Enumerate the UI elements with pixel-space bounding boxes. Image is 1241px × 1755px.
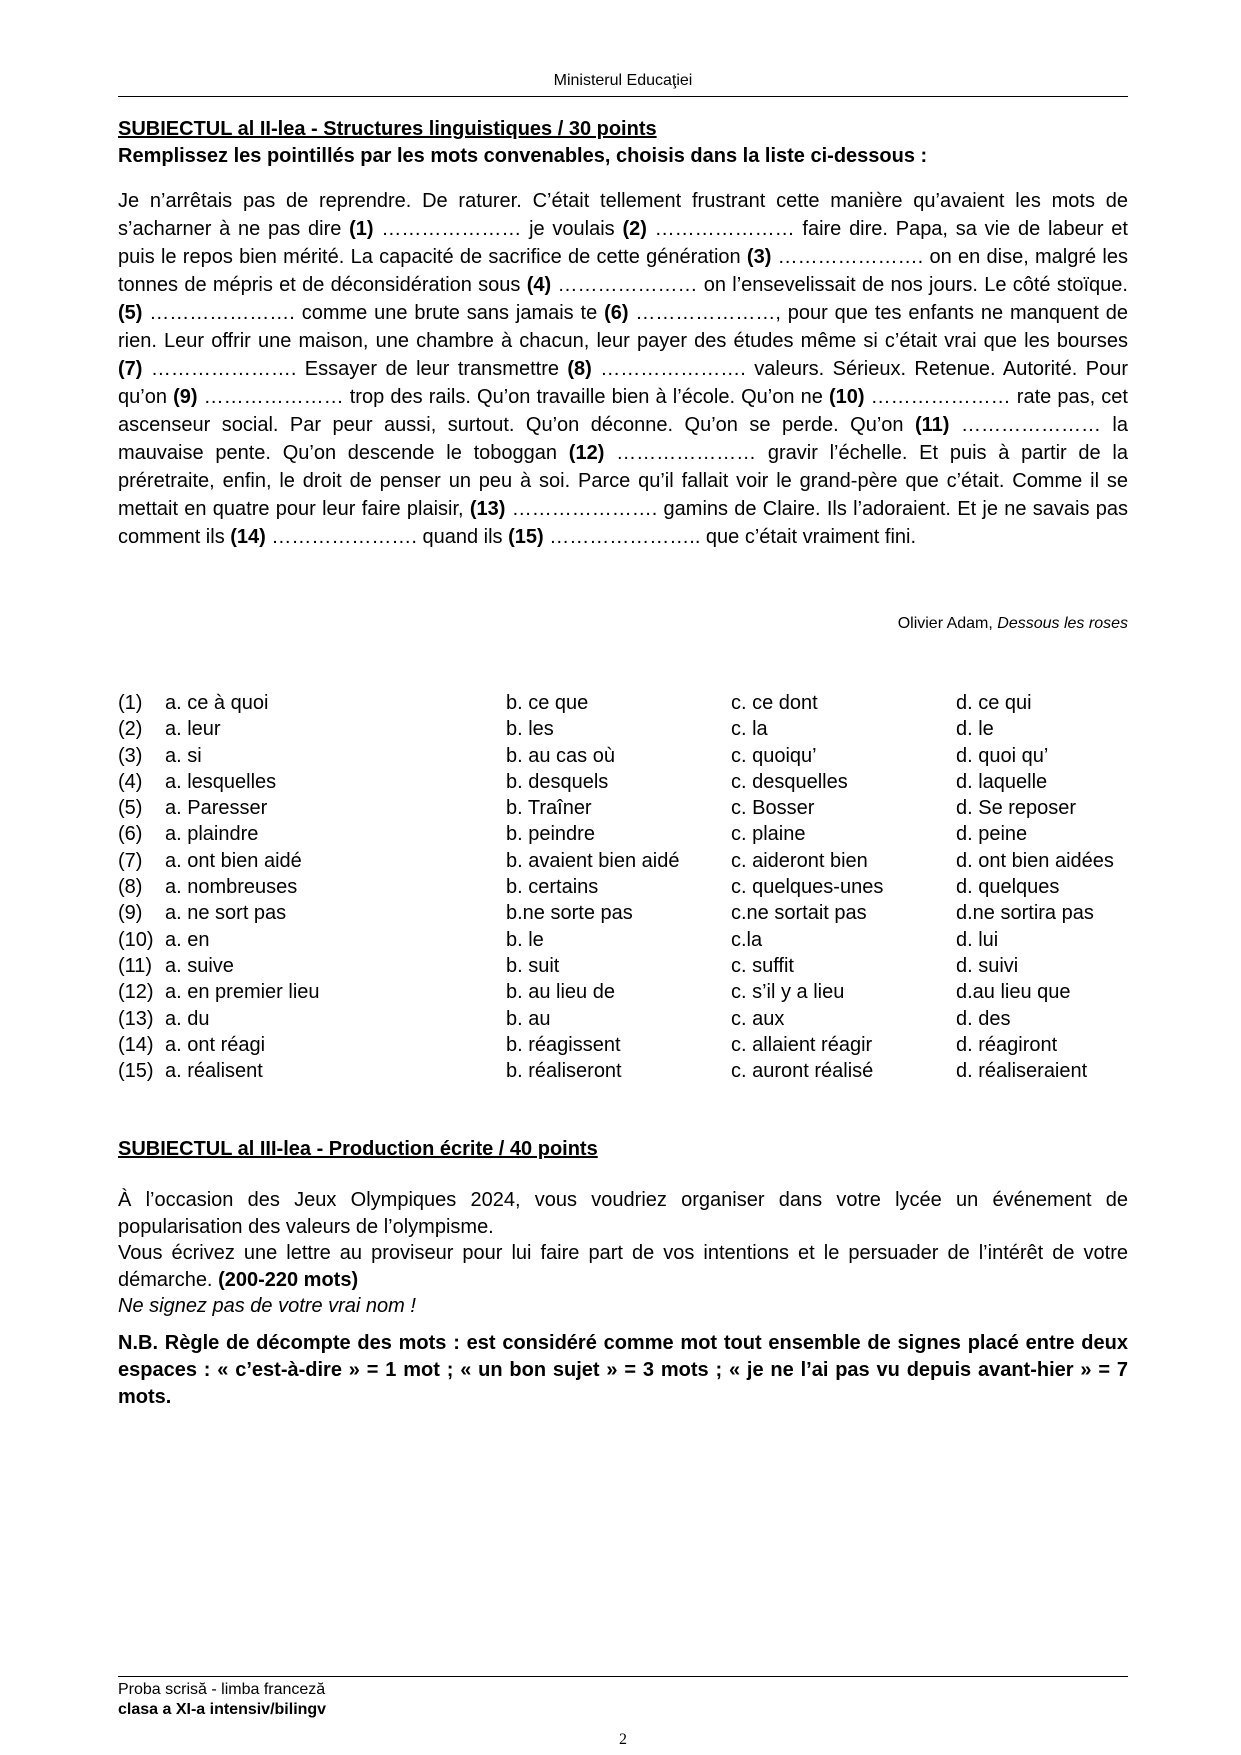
option-b: b. ce que — [506, 692, 589, 714]
option-d: d. réagiront — [956, 1033, 1058, 1056]
option-a: a. réalisent — [165, 1060, 263, 1083]
option-d: d. quelques — [956, 876, 1060, 899]
text-segment: ………………….. que c’était vraiment fini. — [543, 526, 917, 548]
option-number: (12) — [118, 981, 154, 1004]
option-b: b. suit — [506, 954, 560, 977]
option-a: a. suive — [165, 954, 234, 977]
option-row — [118, 900, 1138, 926]
option-c: c. suffit — [731, 954, 794, 977]
option-c: c.ne sortait pas — [731, 902, 867, 925]
answer-options-table — [118, 690, 1138, 1084]
header-divider — [118, 96, 1128, 97]
option-c: c. allaient réagir — [731, 1033, 873, 1056]
text-segment: Je n’arrêtais pas de reprendre. De raturer. C’était tellement frustrant cette manière qu’avaient les mots de s’acharner à ne pas dire — [118, 190, 1128, 240]
section3-para2 — [118, 1240, 1128, 1293]
option-c: c. quoiqu’ — [731, 744, 817, 767]
blank-number: (8) — [567, 358, 592, 380]
option-c: c. plaine — [731, 823, 806, 846]
option-a: a. si — [165, 744, 202, 767]
option-number: (11) — [118, 954, 153, 977]
option-number: (9) — [118, 902, 143, 925]
source-author: Olivier Adam, — [897, 615, 998, 632]
option-a: a. en — [165, 928, 210, 951]
section2-instruction: Remplissez les pointillés par les mots convenables, choisis dans la liste ci-dessous : — [118, 145, 928, 167]
option-number: (1) — [118, 692, 143, 714]
option-b: b. Traîner — [506, 797, 592, 820]
option-row — [118, 874, 1138, 900]
text-segment: ………………… je voulais — [373, 218, 623, 240]
option-b: b. le — [506, 928, 544, 951]
option-c: c. aideront bien — [731, 849, 868, 872]
option-number: (15) — [118, 1060, 154, 1083]
text-segment: ………………… gravir l’échelle. Et puis à partir de la préretraite, enfin, le droit de penser un peu à soi. Parce qu’il fallait voir le grand-père que c’était. Comme il se mettait en quatre pour leur faire plaisir, — [118, 442, 1128, 520]
text-segment: …………………. gamins de Claire. Ils l’adoraient. Et je ne savais pas comment ils — [118, 498, 1128, 548]
text-segment: ………………… trop des rails. Qu’on travaille bien à l’école. Qu’on ne — [197, 386, 829, 408]
option-a: a. nombreuses — [165, 876, 298, 899]
section3-para2-text: Vous écrivez une lettre au proviseur pour lui faire part de vos intentions et le persuader de l’intérêt de votre démarche. — [118, 1242, 1128, 1291]
option-b: b. réaliseront — [506, 1060, 622, 1083]
footer-class: clasa a XI-a intensiv/bilingv — [118, 1701, 327, 1718]
option-number: (6) — [118, 823, 143, 846]
option-number: (10) — [118, 928, 154, 951]
option-c: c. aux — [731, 1007, 785, 1030]
text-source — [898, 615, 1128, 633]
blank-number: (15) — [508, 526, 544, 548]
blank-number: (6) — [604, 302, 629, 324]
option-b: b. au lieu de — [506, 981, 615, 1004]
page-number: 2 — [619, 1731, 627, 1748]
section2-title: SUBIECTUL al II-lea - Structures linguistiques / 30 points — [118, 118, 657, 140]
option-b: b. desquels — [506, 770, 609, 793]
option-b: b. peindre — [506, 823, 595, 846]
text-segment: ………………… la mauvaise pente. Qu’on descende le toboggan — [118, 414, 1128, 464]
blank-number: (11) — [915, 414, 950, 436]
blank-number: (1) — [349, 218, 374, 240]
section3-body — [118, 1187, 1128, 1320]
option-number: (5) — [118, 797, 143, 820]
word-count: (200-220 mots) — [218, 1268, 359, 1291]
option-row — [118, 690, 1138, 716]
option-row — [118, 1032, 1138, 1058]
option-a: a. du — [165, 1007, 210, 1030]
option-c: c.la — [731, 928, 763, 951]
option-b: b.ne sorte pas — [506, 902, 633, 925]
option-row — [118, 1006, 1138, 1032]
blank-number: (4) — [526, 274, 552, 296]
option-d: d. réaliseraient — [956, 1060, 1088, 1083]
option-row — [118, 769, 1138, 795]
source-title: Dessous les roses — [997, 615, 1128, 632]
option-d: d. quoi qu’ — [956, 744, 1049, 767]
blank-number: (14) — [230, 526, 266, 548]
option-b: b. réagissent — [506, 1033, 621, 1056]
option-b: b. certains — [506, 876, 599, 899]
option-c: c. Bosser — [731, 797, 815, 820]
option-number: (2) — [118, 718, 143, 741]
option-row — [118, 743, 1138, 769]
text-segment: …………………. valeurs. Sérieux. Retenue. Autorité. Pour qu’on — [118, 358, 1128, 408]
footer-divider — [118, 1676, 1128, 1677]
page-header: Ministerul Educaţiei — [553, 72, 693, 89]
option-row — [118, 821, 1138, 847]
option-row — [118, 795, 1138, 821]
option-d: d. ont bien aidées — [956, 849, 1114, 872]
option-b: b. au — [506, 1007, 551, 1030]
option-c: c. ce dont — [731, 692, 818, 714]
option-b: b. au cas où — [506, 744, 615, 767]
option-d: d. suivi — [956, 954, 1019, 977]
option-b: b. les — [506, 718, 554, 741]
blank-number: (2) — [622, 218, 647, 240]
option-row — [118, 1058, 1138, 1084]
text-segment: ………………… rate pas, cet ascenseur social. Par peur aussi, surtout. Qu’on déconne. Qu’on se perde. Qu’on — [118, 386, 1128, 436]
option-c: c. auront réalisé — [731, 1060, 874, 1083]
option-row — [118, 848, 1138, 874]
blank-number: (9) — [173, 386, 198, 408]
option-a: a. Paresser — [165, 797, 268, 820]
blank-number: (5) — [118, 302, 143, 324]
option-c: c. s’il y a lieu — [731, 981, 845, 1004]
option-number: (3) — [118, 744, 143, 767]
footer-exam-name: Proba scrisă - limba franceză — [118, 1681, 326, 1698]
text-segment: …………………. comme une brute sans jamais te — [142, 302, 605, 324]
option-row — [118, 927, 1138, 953]
nb-word-count-rule: N.B. Règle de décompte des mots : est considéré comme mot tout ensemble de signes placé entre deux espaces : « c’est-à-dire » = 1 mot ; « un bon sujet » = 3 mots ; « je ne l’ai pas vu depuis avant-hier » = 7 mots. — [118, 1332, 1128, 1408]
option-number: (14) — [118, 1033, 154, 1056]
section3-title: SUBIECTUL al III-lea - Production écrite / 40 points — [118, 1138, 598, 1160]
option-number: (7) — [118, 849, 143, 872]
option-a: a. ont réagi — [165, 1033, 266, 1056]
option-d: d. des — [956, 1007, 1011, 1030]
option-d: d. peine — [956, 823, 1028, 846]
option-number: (8) — [118, 876, 143, 899]
option-row — [118, 953, 1138, 979]
option-a: a. en premier lieu — [165, 981, 320, 1004]
option-number: (13) — [118, 1007, 154, 1030]
option-d: d. ce qui — [956, 692, 1032, 714]
option-d: d. lui — [956, 928, 999, 951]
option-c: c. la — [731, 718, 768, 741]
option-a: a. leur — [165, 718, 221, 741]
option-b: b. avaient bien aidé — [506, 849, 680, 872]
option-row — [118, 716, 1138, 742]
option-a: a. ne sort pas — [165, 902, 287, 925]
option-d: d.au lieu que — [956, 981, 1071, 1004]
blank-number: (3) — [746, 246, 772, 268]
option-c: c. quelques-unes — [731, 876, 884, 899]
blank-number: (7) — [118, 358, 143, 380]
option-d: d. le — [956, 718, 994, 741]
text-segment: ………………… faire dire. Papa, sa vie de labeur et puis le repos bien mérité. La capacité de sacrifice de cette génération — [118, 218, 1128, 268]
blank-number: (10) — [828, 386, 865, 408]
option-d: d.ne sortira pas — [956, 902, 1094, 925]
cloze-text — [118, 187, 1128, 551]
option-a: a. ont bien aidé — [165, 849, 302, 872]
blank-number: (12) — [568, 442, 605, 464]
option-a: a. ce à quoi — [165, 692, 269, 714]
option-number: (4) — [118, 770, 143, 793]
option-a: a. plaindre — [165, 823, 259, 846]
section3-para1: À l’occasion des Jeux Olympiques 2024, vous voudriez organiser dans votre lycée un événement de popularisation des valeurs de l’olympisme. — [118, 1189, 1128, 1238]
option-d: d. Se reposer — [956, 797, 1077, 820]
option-a: a. lesquelles — [165, 770, 277, 793]
text-segment: …………………, pour que tes enfants ne manquent de rien. Leur offrir une maison, une chambre à chacun, leur payer des études même si c’était vrai que les bourses — [118, 302, 1129, 352]
text-segment: …………………. on en dise, malgré les tonnes de mépris et de déconsidération sous — [118, 246, 1128, 296]
option-c: c. desquelles — [731, 770, 848, 793]
text-segment: …………………. Essayer de leur transmettre — [142, 358, 568, 380]
section3-warning: Ne signez pas de votre vrai nom ! — [118, 1295, 416, 1317]
option-row — [118, 979, 1138, 1005]
text-segment: …………………. quand ils — [265, 526, 509, 548]
blank-number: (13) — [469, 498, 506, 520]
text-segment: ………………… on l’ensevelissait de nos jours. Le côté stoïque. — [551, 274, 1128, 296]
option-d: d. laquelle — [956, 770, 1048, 793]
